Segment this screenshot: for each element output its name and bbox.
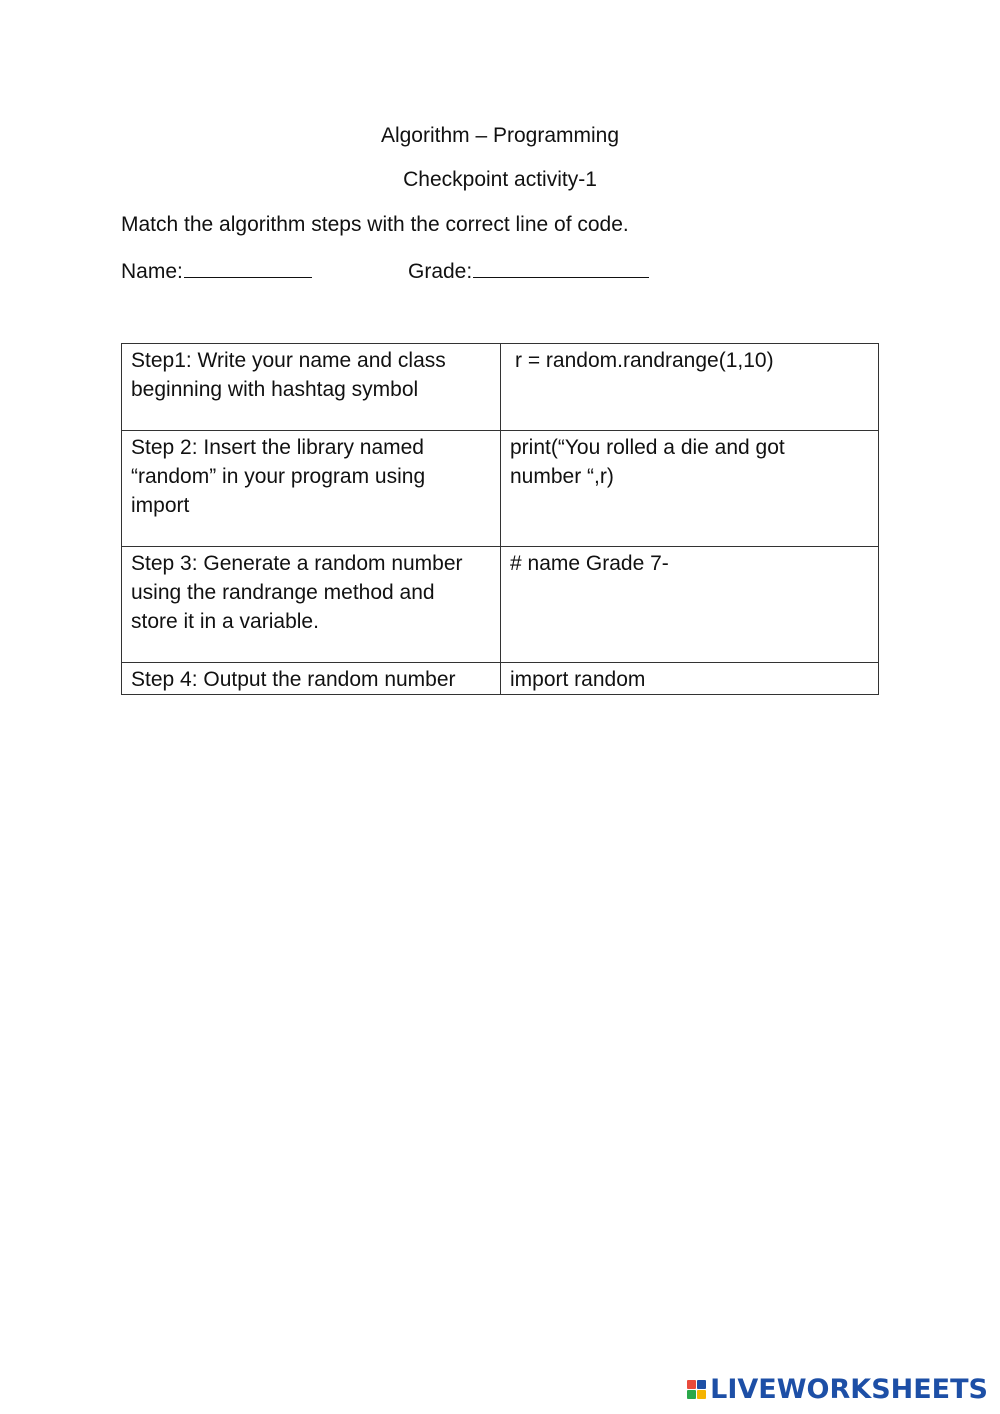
logo-square [687, 1390, 696, 1399]
step-cell [122, 431, 501, 547]
step-cell [122, 547, 501, 663]
code-line: import random [510, 668, 646, 691]
step-cell [122, 344, 501, 431]
matching-table [121, 343, 879, 695]
step-line: beginning with hashtag symbol [131, 378, 419, 401]
table-row [122, 547, 879, 663]
logo-square [687, 1380, 696, 1389]
instructions: Match the algorithm steps with the correct line of code. [121, 213, 629, 236]
table-row [122, 663, 879, 695]
brand-text: LIVEWORKSHEETS [710, 1373, 988, 1405]
page-subtitle: Checkpoint activity-1 [403, 168, 597, 191]
code-line: number “,r) [510, 465, 614, 488]
code-line: print(“You rolled a die and got [510, 436, 785, 459]
table-row [122, 344, 879, 431]
step-cell [122, 663, 501, 695]
liveworksheets-logo-icon [687, 1380, 706, 1399]
logo-square [697, 1390, 706, 1399]
step-line: store it in a variable. [131, 610, 319, 633]
logo-square [697, 1380, 706, 1389]
code-line: # name Grade 7- [510, 552, 669, 575]
code-line: r = random.randrange(1,10) [515, 349, 774, 372]
code-cell[interactable] [501, 663, 879, 695]
step-line: Step 4: Output the random number [131, 668, 456, 691]
name-field [121, 255, 312, 286]
grade-label: Grade: [408, 260, 473, 283]
liveworksheets-brand[interactable] [687, 1374, 988, 1404]
name-blank[interactable] [184, 255, 312, 278]
step-line: Step 2: Insert the library named [131, 436, 424, 459]
step-line: import [131, 494, 190, 517]
code-cell[interactable] [501, 547, 879, 663]
code-cell[interactable] [501, 431, 879, 547]
name-label: Name: [121, 260, 183, 283]
page-title: Algorithm – Programming [380, 124, 620, 147]
code-cell[interactable] [501, 344, 879, 431]
step-line: Step 3: Generate a random number [131, 552, 463, 575]
table-row [122, 431, 879, 547]
step-line: Step1: Write your name and class [131, 349, 446, 372]
step-line: “random” in your program using [131, 465, 426, 488]
grade-field [408, 255, 649, 286]
grade-blank[interactable] [473, 255, 649, 278]
step-line: using the randrange method and [131, 581, 435, 604]
